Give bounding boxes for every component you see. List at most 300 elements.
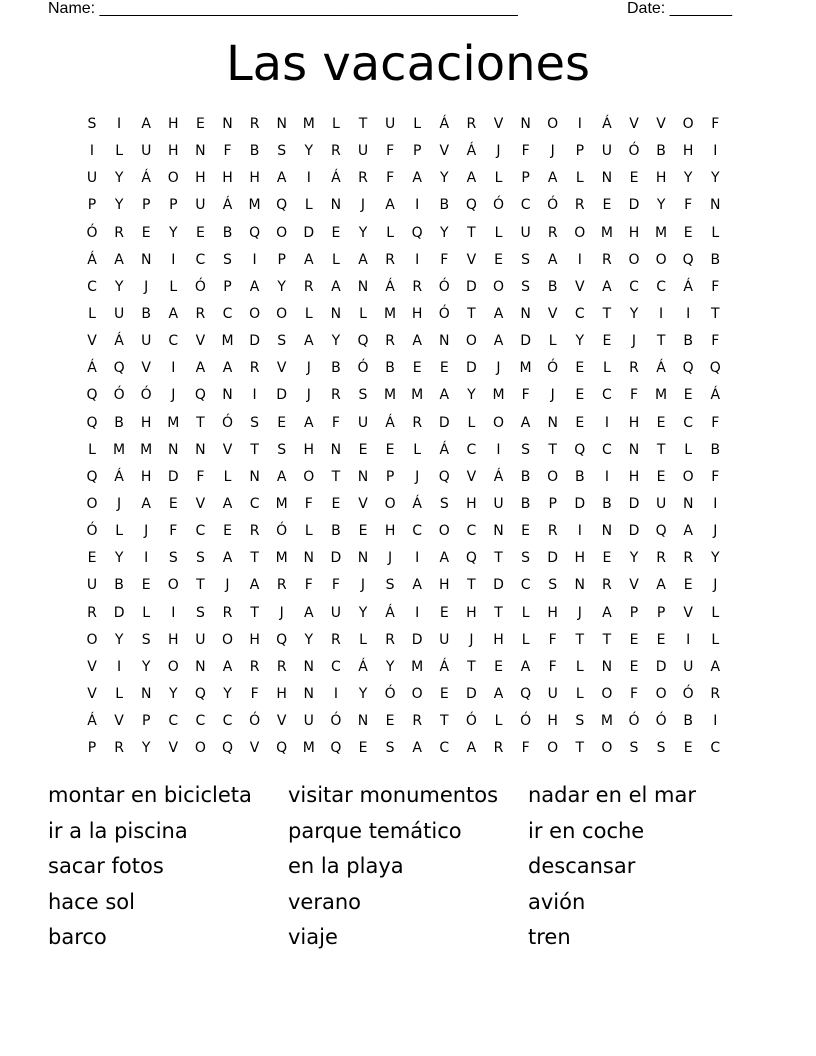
grid-letter: H	[628, 468, 640, 485]
grid-letter: B	[385, 360, 395, 377]
grid-letter: C	[602, 387, 612, 404]
word-list-item: visitar monumentos	[288, 783, 499, 807]
grid-letter: N	[357, 468, 369, 485]
grid-letter: U	[357, 143, 369, 160]
grid-letter: Y	[385, 658, 395, 675]
grid-letter: N	[574, 577, 586, 594]
grid-letter: C	[222, 305, 233, 322]
grid-letter: C	[222, 713, 233, 730]
grid-letter: R	[629, 360, 639, 377]
grid-letter: I	[577, 523, 582, 540]
grid-letter: Ó	[86, 523, 98, 540]
grid-letter: F	[331, 577, 340, 594]
grid-letter: Q	[86, 387, 98, 404]
grid-letter: M	[113, 441, 126, 458]
grid-letter: Ó	[357, 360, 369, 377]
grid-letter: R	[547, 523, 558, 540]
grid-letter: E	[358, 441, 368, 458]
grid-letter: V	[87, 333, 97, 350]
grid-row	[82, 114, 742, 141]
grid-letter: V	[114, 713, 124, 730]
grid-letter: R	[656, 550, 666, 567]
grid-letter: T	[250, 550, 259, 567]
grid-letter: Á	[141, 170, 151, 187]
grid-letter: B	[520, 468, 531, 485]
grid-letter: S	[250, 414, 260, 431]
grid-letter: L	[521, 604, 530, 621]
grid-letter: E	[494, 658, 503, 675]
grid-letter: E	[87, 550, 97, 567]
grid-letter: E	[439, 685, 449, 702]
grid-letter: L	[413, 441, 422, 458]
grid-letter: D	[249, 333, 260, 350]
grid-letter: A	[276, 170, 287, 187]
word-list-item: parque temático	[288, 818, 462, 843]
grid-letter: Y	[114, 631, 124, 648]
grid-letter: A	[168, 305, 179, 322]
grid-letter: L	[331, 116, 340, 132]
grid-letter: A	[466, 740, 477, 757]
grid-letter: O	[194, 740, 206, 757]
grid-letter: I	[604, 468, 609, 485]
grid-row	[82, 630, 742, 657]
grid-letter: Ó	[438, 278, 450, 295]
grid-letter: Y	[277, 278, 286, 295]
grid-letter: Q	[86, 468, 98, 485]
grid-row	[82, 195, 742, 222]
grid-letter: E	[629, 631, 639, 648]
grid-letter: H	[466, 495, 477, 512]
grid-letter: R	[683, 550, 694, 567]
grid-letter: N	[276, 116, 287, 132]
grid-letter: I	[686, 305, 691, 322]
grid-letter: I	[686, 631, 691, 648]
grid-letter: R	[710, 685, 721, 702]
grid-letter: A	[493, 305, 504, 322]
grid-letter: L	[115, 523, 123, 540]
grid-letter: Ó	[547, 360, 559, 377]
grid-letter: L	[223, 468, 232, 485]
grid-letter: Q	[709, 360, 721, 377]
grid-letter: V	[195, 495, 206, 512]
grid-letter: I	[415, 197, 420, 214]
grid-letter: E	[358, 523, 368, 540]
grid-row	[82, 385, 742, 412]
grid-letter: Á	[466, 143, 477, 160]
grid-letter: D	[574, 495, 586, 512]
grid-letter: R	[331, 387, 341, 404]
grid-letter: L	[575, 170, 584, 187]
grid-letter: O	[547, 468, 559, 485]
grid-letter: L	[684, 441, 693, 458]
grid-letter: U	[439, 631, 450, 648]
grid-letter: L	[304, 523, 313, 540]
grid-letter: Y	[114, 170, 124, 187]
grid-letter: R	[114, 224, 124, 241]
word-list-item: hace sol	[48, 889, 135, 914]
grid-letter: Q	[438, 468, 450, 485]
grid-letter: B	[439, 197, 450, 214]
grid-letter: U	[384, 116, 396, 132]
grid-letter: Q	[113, 360, 125, 377]
grid-letter: O	[438, 523, 450, 540]
grid-letter: Q	[276, 631, 288, 648]
grid-letter: C	[710, 740, 721, 757]
grid-letter: A	[304, 333, 314, 350]
grid-letter: A	[114, 251, 124, 268]
word-list-item: ir en coche	[528, 818, 645, 843]
grid-letter: U	[141, 143, 152, 160]
grid-letter: E	[168, 495, 178, 512]
grid-letter: T	[494, 550, 503, 567]
grid-letter: P	[412, 143, 422, 160]
grid-letter: A	[304, 414, 314, 431]
grid-letter: O	[601, 685, 613, 702]
grid-letter: J	[713, 577, 718, 594]
grid-letter: R	[385, 333, 395, 350]
grid-letter: J	[306, 360, 311, 377]
grid-letter: L	[304, 305, 313, 322]
grid-letter: T	[331, 468, 341, 485]
grid-letter: D	[520, 333, 531, 350]
grid-letter: A	[439, 550, 450, 567]
grid-letter: J	[577, 604, 582, 621]
grid-letter: E	[195, 224, 205, 241]
grid-letter: C	[466, 441, 477, 458]
grid-letter: V	[168, 740, 179, 757]
grid-letter: E	[656, 414, 666, 431]
grid-letter: T	[711, 305, 720, 322]
grid-letter: S	[629, 740, 639, 757]
grid-letter: Y	[114, 197, 124, 214]
grid-letter: S	[223, 251, 232, 268]
grid-letter: B	[602, 495, 612, 512]
grid-letter: H	[411, 305, 423, 322]
grid-letter: Ó	[194, 278, 206, 295]
grid-letter: V	[87, 685, 97, 702]
grid-letter: V	[493, 116, 504, 132]
grid-letter: S	[277, 441, 287, 458]
grid-letter: Ó	[682, 685, 694, 702]
grid-letter: T	[494, 604, 503, 621]
grid-letter: L	[548, 333, 557, 350]
grid-letter: E	[683, 577, 693, 594]
grid-letter: Ó	[547, 197, 559, 214]
grid-letter: I	[415, 604, 420, 621]
grid-letter: O	[249, 305, 261, 322]
grid-letter: C	[574, 305, 585, 322]
grid-letter: H	[222, 170, 233, 187]
grid-letter: T	[575, 740, 585, 757]
grid-letter: A	[493, 333, 504, 350]
grid-letter: D	[113, 604, 125, 621]
grid-letter: L	[115, 685, 123, 702]
grid-letter: E	[521, 523, 531, 540]
grid-letter: J	[550, 143, 555, 160]
date-field-label[interactable]: Date: _______	[627, 0, 732, 17]
grid-letter: L	[711, 224, 720, 241]
grid-letter: O	[167, 658, 179, 675]
grid-letter: F	[304, 495, 313, 512]
grid-letter: R	[249, 658, 260, 675]
grid-letter: V	[87, 658, 97, 675]
grid-letter: B	[574, 468, 585, 485]
grid-letter: A	[141, 116, 151, 132]
grid-letter: C	[683, 414, 694, 431]
word-list-item: sacar fotos	[48, 854, 164, 878]
grid-letter: S	[195, 604, 205, 621]
grid-letter: R	[412, 414, 423, 431]
grid-letter: A	[276, 468, 287, 485]
grid-letter: S	[358, 387, 368, 404]
grid-letter: P	[385, 468, 395, 485]
grid-letter: J	[496, 360, 501, 377]
grid-letter: E	[385, 441, 395, 458]
grid-letter: N	[168, 441, 179, 458]
grid-letter: H	[140, 414, 152, 431]
grid-letter: Ó	[384, 685, 396, 702]
grid-letter: C	[331, 658, 341, 675]
grid-letter: Y	[223, 685, 232, 702]
grid-letter: A	[710, 658, 721, 675]
grid-letter: N	[547, 414, 558, 431]
grid-letter: V	[358, 495, 368, 512]
grid-letter: E	[575, 414, 585, 431]
grid-letter: S	[277, 333, 287, 350]
grid-letter: Ó	[221, 414, 234, 431]
grid-letter: P	[169, 197, 178, 214]
grid-letter: E	[494, 251, 503, 268]
grid-letter: A	[249, 577, 260, 594]
grid-letter: N	[303, 658, 315, 675]
grid-letter: L	[386, 224, 394, 241]
grid-letter: M	[411, 658, 424, 675]
grid-letter: N	[628, 441, 640, 458]
grid-letter: Y	[304, 143, 314, 160]
grid-letter: R	[358, 170, 368, 187]
grid-letter: E	[223, 523, 232, 540]
grid-letter: D	[466, 360, 477, 377]
grid-letter: I	[415, 550, 420, 567]
grid-letter: D	[628, 523, 640, 540]
word-list-item: descansar	[528, 854, 636, 878]
grid-letter: I	[659, 305, 664, 322]
grid-letter: Q	[330, 740, 342, 757]
grid-letter: Q	[682, 360, 694, 377]
grid-letter: A	[412, 170, 422, 187]
grid-letter: S	[439, 495, 449, 512]
grid-row	[82, 440, 742, 467]
grid-letter: R	[222, 604, 233, 621]
grid-letter: Q	[276, 740, 288, 757]
grid-letter: F	[169, 523, 178, 540]
grid-letter: C	[520, 577, 531, 594]
grid-letter: Q	[86, 414, 98, 431]
grid-letter: D	[167, 468, 179, 485]
grid-letter: U	[86, 577, 98, 594]
grid-row	[82, 277, 742, 304]
grid-letter: B	[520, 495, 531, 512]
grid-letter: E	[683, 224, 693, 241]
grid-letter: A	[602, 278, 612, 295]
grid-letter: B	[331, 360, 341, 377]
grid-letter: E	[195, 116, 205, 132]
grid-letter: I	[171, 360, 176, 377]
grid-letter: R	[249, 360, 260, 377]
grid-letter: U	[195, 631, 206, 648]
grid-letter: F	[521, 387, 530, 404]
grid-row	[82, 548, 742, 575]
grid-letter: F	[386, 143, 395, 160]
grid-letter: C	[656, 278, 666, 295]
grid-letter: N	[195, 658, 206, 675]
grid-letter: A	[222, 658, 233, 675]
grid-letter: B	[683, 333, 693, 350]
grid-letter: F	[629, 685, 639, 702]
word-list-item: avión	[528, 889, 586, 914]
grid-letter: N	[222, 387, 233, 404]
grid-letter: S	[385, 577, 395, 594]
grid-letter: Ó	[276, 523, 288, 540]
grid-letter: N	[303, 550, 315, 567]
grid-letter: R	[87, 604, 97, 621]
grid-letter: I	[117, 658, 122, 675]
grid-letter: M	[519, 360, 532, 377]
grid-letter: H	[655, 170, 667, 187]
grid-letter: A	[358, 251, 368, 268]
page-title: Las vacaciones	[225, 36, 591, 92]
grid-letter: Á	[439, 441, 450, 458]
grid-letter: F	[304, 577, 313, 594]
grid-letter: Á	[114, 333, 124, 350]
grid-letter: Ó	[113, 387, 125, 404]
header	[48, 0, 748, 20]
grid-row	[82, 413, 742, 440]
grid-letter: N	[330, 441, 342, 458]
grid-letter: E	[277, 414, 287, 431]
grid-letter: Ó	[140, 387, 152, 404]
grid-letter: E	[331, 495, 341, 512]
grid-letter: O	[384, 495, 396, 512]
grid-letter: L	[575, 685, 584, 702]
grid-letter: V	[466, 468, 477, 485]
word-list-item: nadar en el mar	[528, 783, 696, 807]
grid-row	[82, 331, 742, 358]
grid-letter: J	[144, 278, 149, 295]
grid-letter: S	[521, 278, 531, 295]
grid-letter: M	[275, 550, 288, 567]
grid-letter: M	[384, 387, 397, 404]
grid-letter: B	[331, 523, 341, 540]
grid-letter: D	[628, 495, 640, 512]
grid-letter: Y	[169, 685, 178, 702]
grid-letter: E	[683, 387, 693, 404]
grid-letter: Ó	[465, 713, 477, 730]
grid-letter: O	[547, 116, 559, 132]
grid-letter: C	[249, 495, 260, 512]
grid-letter: O	[547, 740, 559, 757]
grid-letter: D	[628, 197, 640, 214]
grid-letter: D	[438, 414, 450, 431]
grid-letter: M	[248, 197, 261, 214]
grid-letter: F	[440, 251, 449, 268]
grid-letter: I	[604, 414, 609, 431]
grid-letter: A	[222, 550, 233, 567]
grid-letter: Q	[221, 740, 234, 757]
grid-letter: T	[575, 631, 585, 648]
grid-letter: O	[86, 495, 98, 512]
grid-letter: S	[195, 550, 205, 567]
grid-letter: V	[141, 360, 151, 377]
grid-letter: S	[87, 116, 97, 132]
grid-letter: C	[412, 523, 423, 540]
grid-letter: V	[629, 116, 639, 132]
grid-letter: N	[520, 305, 531, 322]
grid-letter: M	[275, 495, 288, 512]
grid-letter: O	[492, 414, 505, 431]
grid-letter: L	[359, 631, 367, 648]
grid-letter: R	[547, 224, 558, 241]
grid-letter: Ó	[492, 197, 505, 214]
grid-letter: M	[384, 305, 397, 322]
grid-letter: A	[683, 523, 693, 540]
grid-letter: Ó	[438, 305, 450, 322]
grid-letter: Ó	[628, 713, 640, 730]
grid-letter: F	[548, 658, 557, 675]
grid-letter: A	[249, 278, 260, 295]
grid-row	[82, 168, 742, 195]
grid-letter: L	[88, 305, 96, 322]
grid-letter: R	[493, 740, 504, 757]
grid-letter: J	[144, 523, 149, 540]
grid-letter: L	[494, 170, 503, 187]
grid-letter: L	[575, 658, 584, 675]
grid-letter: P	[548, 495, 557, 512]
grid-letter: Ó	[655, 713, 667, 730]
grid-letter: R	[331, 143, 341, 160]
grid-row	[82, 738, 742, 765]
grid-letter: J	[279, 604, 284, 621]
grid-letter: O	[465, 333, 477, 350]
grid-letter: L	[115, 143, 123, 160]
grid-letter: E	[385, 713, 395, 730]
grid-letter: H	[547, 604, 558, 621]
grid-letter: H	[628, 414, 640, 431]
grid-letter: L	[711, 631, 720, 648]
name-field-label[interactable]: Name: _______________________________________________	[48, 0, 518, 17]
grid-letter: N	[195, 143, 206, 160]
grid-letter: U	[141, 333, 152, 350]
grid-letter: V	[656, 116, 666, 132]
grid-letter: Q	[249, 224, 261, 241]
grid-letter: Y	[711, 550, 720, 567]
grid-letter: J	[713, 523, 718, 540]
grid-letter: M	[302, 740, 315, 757]
grid-letter: Q	[655, 523, 667, 540]
word-list-item: viaje	[288, 925, 338, 949]
grid-letter: F	[386, 170, 395, 187]
grid-letter: H	[168, 116, 179, 132]
grid-letter: Á	[385, 278, 395, 295]
grid-letter: E	[439, 360, 449, 377]
grid-letter: D	[493, 577, 504, 594]
grid-letter: O	[86, 631, 98, 648]
grid-letter: I	[117, 116, 122, 132]
grid-letter: T	[548, 441, 557, 458]
grid-letter: V	[547, 305, 558, 322]
grid-letter: Á	[331, 170, 341, 187]
grid-letter: I	[577, 251, 582, 268]
